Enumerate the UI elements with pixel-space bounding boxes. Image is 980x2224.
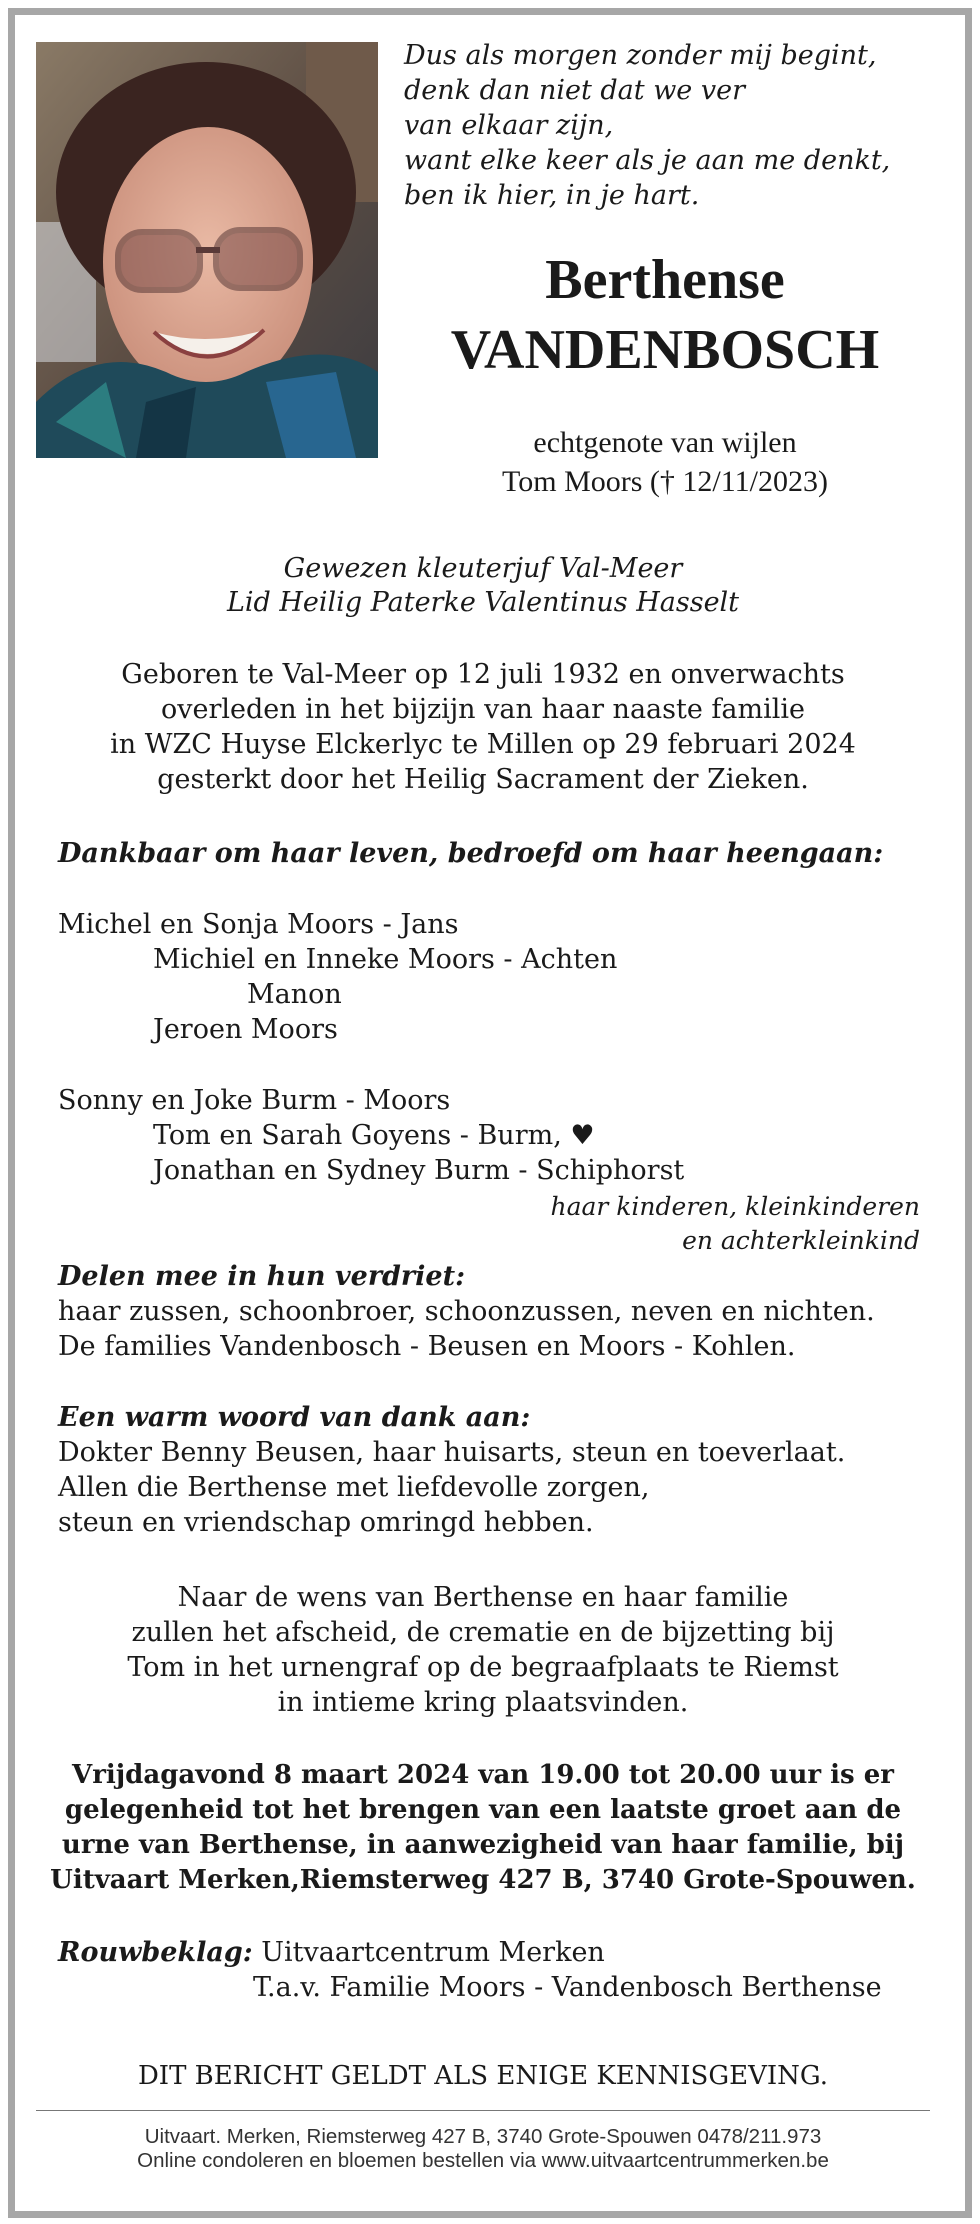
footer <box>36 2125 930 2173</box>
spouse-info <box>400 423 930 501</box>
caption-line: en achterkleinkind <box>682 1226 920 1255</box>
poem-line: want elke keer als je aan me denkt, <box>404 145 891 176</box>
share-line: haar zussen, schoonbroer, schoonzussen, neven en nichten. <box>58 1296 875 1327</box>
poem-line: van elkaar zijn, <box>404 110 614 141</box>
spouse-line: Tom Moors († 12/11/2023) <box>502 465 828 498</box>
role-line: Lid Heilig Paterke Valentinus Hasselt <box>226 587 740 618</box>
condolence-label: Rouwbeklag: <box>58 1937 253 1968</box>
footer-divider <box>36 2110 930 2111</box>
condolence-attention: T.a.v. Familie Moors - Vandenbosch Berthense <box>253 1972 882 2003</box>
thanks-heading: Een warm woord van dank aan: <box>58 1402 531 1433</box>
footer-address: Uitvaart. Merken, Riemsterweg 427 B, 3740 Grote-Spouwen 0478/211.973 <box>144 2125 822 2148</box>
thanks-section <box>58 1400 845 1540</box>
thanks-line: Dokter Benny Beusen, haar huisarts, steun en toeverlaat. <box>58 1437 846 1468</box>
last-name: VANDENBOSCH <box>450 319 880 381</box>
roles <box>36 552 930 620</box>
portrait-illustration <box>36 42 378 458</box>
family-head: Sonny en Joke Burm - Moors <box>58 1085 451 1116</box>
grateful-heading: Dankbaar om haar leven, bedroefd om haar heengaan: <box>58 838 884 869</box>
share-section <box>58 1259 875 1364</box>
share-line: De families Vandenbosch - Beusen en Moors - Kohlen. <box>58 1331 796 1362</box>
thanks-line: Allen die Berthense met liefdevolle zorgen, <box>58 1472 650 1503</box>
family-child: Jonathan en Sydney Burm - Schiphorst <box>153 1155 685 1186</box>
poem-line: Dus als morgen zonder mij begint, <box>404 40 877 71</box>
share-heading: Delen mee in hun verdriet: <box>58 1261 466 1292</box>
notice-statement: DIT BERICHT GELDT ALS ENIGE KENNISGEVING. <box>137 2061 829 2091</box>
portrait-photo <box>36 42 378 458</box>
biography-line: overleden in het bijzijn van haar naaste familie <box>161 694 805 725</box>
poem <box>404 38 924 213</box>
visitation-line: Uitvaart Merken,Riemsterweg 427 B, 3740 Grote-Spouwen. <box>50 1865 916 1895</box>
poem-line: denk dan niet dat we ver <box>404 75 746 106</box>
biography-line: Geboren te Val-Meer op 12 juli 1932 en onverwachts <box>121 659 845 690</box>
caption-line: haar kinderen, kleinkinderen <box>550 1192 920 1221</box>
spouse-line: echtgenote van wijlen <box>533 426 797 459</box>
farewell-section <box>36 1580 930 1720</box>
family-child: Jeroen Moors <box>153 1014 338 1045</box>
biography-line: gesterkt door het Heilig Sacrament der Zieken. <box>157 764 809 795</box>
biography-line: in WZC Huyse Elckerlyc te Millen op 29 februari 2024 <box>110 729 856 760</box>
footer-online: Online condoleren en bloemen bestellen via www.uitvaartcentrummerken.be <box>137 2149 829 2172</box>
visitation-line: gelegenheid tot het brengen van een laatste groet aan de <box>64 1795 902 1825</box>
farewell-line: zullen het afscheid, de crematie en de bijzetting bij <box>131 1617 835 1648</box>
family-head: Michel en Sonja Moors - Jans <box>58 909 459 940</box>
family-child: Tom en Sarah Goyens - Burm, ♥ <box>153 1120 595 1151</box>
thanks-line: steun en vriendschap omringd hebben. <box>58 1507 594 1538</box>
family-caption <box>400 1190 920 1258</box>
visitation-line: urne van Berthense, in aanwezigheid van haar familie, bij <box>61 1830 905 1860</box>
family-grandchild: Manon <box>247 979 342 1010</box>
visitation-section <box>30 1758 936 1898</box>
family-child: Michiel en Inneke Moors - Achten <box>153 944 618 975</box>
farewell-line: in intieme kring plaatsvinden. <box>277 1687 689 1718</box>
role-line: Gewezen kleuterjuf Val-Meer <box>283 553 683 584</box>
farewell-line: Naar de wens van Berthense en haar familie <box>177 1582 789 1613</box>
condolence-row <box>58 1935 605 1970</box>
poem-line: ben ik hier, in je hart. <box>404 180 700 211</box>
farewell-line: Tom in het urnengraf op de begraafplaats te Riemst <box>127 1652 839 1683</box>
visitation-line: Vrijdagavond 8 maart 2024 van 19.00 tot 20.00 uur is er <box>72 1760 894 1790</box>
biography <box>36 657 930 797</box>
first-name: Berthense <box>545 249 785 311</box>
condolence-recipient: Uitvaartcentrum Merken <box>261 1937 605 1968</box>
